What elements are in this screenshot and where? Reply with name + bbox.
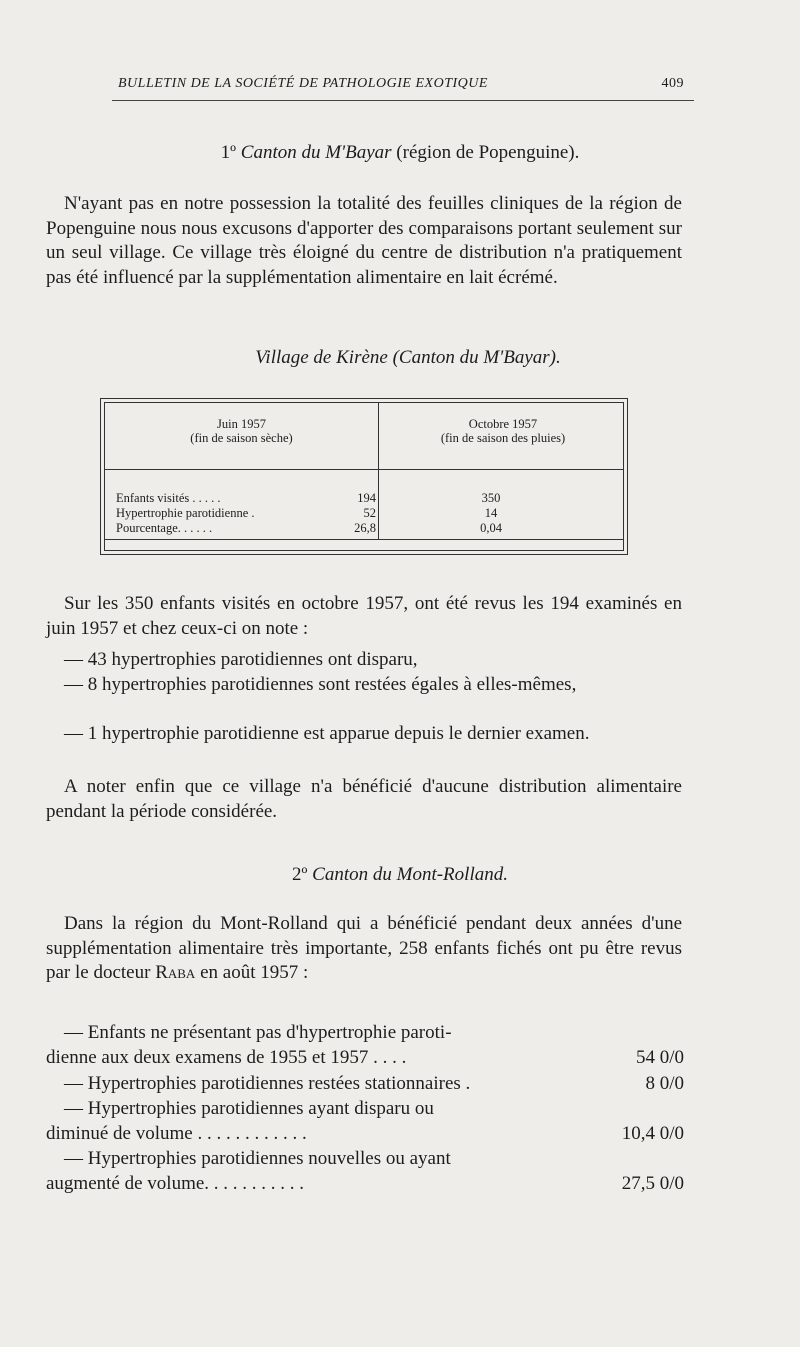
list-item [46,1071,684,1096]
paragraph-4-end: en août 1957 : [195,962,309,984]
table-header-october-line2: (fin de saison des pluies) [440,431,566,445]
section-1-suffix: (région de Popenguine). [391,142,580,163]
table-row-label: Hypertrophie parotidienne . [116,506,255,520]
list-item-line2: dienne aux deux examens de 1955 et 1957 . . . . [46,1047,407,1068]
list-item-line2: diminué de volume . . . . . . . . . . . . [46,1123,307,1144]
bullet-2: — 8 hypertrophies parotidiennes sont restées égales à elles-mêmes, [64,674,577,695]
table-cell-october: 0,04 [480,521,502,535]
journal-title: BULLETIN DE LA SOCIÉTÉ DE PATHOLOGIE EXOTIQUE [118,76,488,91]
section-2-title: Canton du Mont-Rolland. [312,864,508,885]
table-cell-june: 26,8 [354,521,376,535]
section-2-prefix: 2º [292,864,313,885]
table-row [116,506,626,520]
section-heading-1 [0,142,800,164]
paragraph-1: N'ayant pas en notre possession la totalité des feuilles cliniques de la région de Popenguine nous nous excusons d'apporter des comparaisons portant seulement sur un seul village. Ce village très éloigné du centre de distribution n'a pratiquement pas été influencé par la supplémentation alimentaire en lait écrémé. [46,193,682,288]
table-bottom-divider [105,539,623,540]
list-item-value: 10,4 0/0 [621,1123,684,1144]
list-item-text: — Hypertrophies parotidiennes restées stationnaires . [64,1073,471,1094]
paragraph-4-start: Dans la région du Mont-Rolland qui a bénéficié pendant deux années d'une supplémentation alimentaire très importante, 258 enfants fichés ont pu être revus par le docteur [46,913,682,984]
list-item-value: 27,5 0/0 [621,1173,684,1194]
list-item-line1: — Hypertrophies parotidiennes ayant disparu ou [64,1098,434,1119]
list-item-value: 8 0/0 [645,1073,684,1094]
table-row [116,491,626,505]
bullet-3: — 1 hypertrophie parotidienne est apparue depuis le dernier examen. [64,723,590,744]
table-header-june-line2: (fin de saison sèche) [190,431,293,445]
section-1-title: Canton du M'Bayar [240,142,392,163]
table-header-october-line1: Octobre 1957 [468,417,538,431]
list-item-text [46,1096,606,1146]
section-heading-2 [0,864,800,886]
table-title: Village de Kirène (Canton du M'Bayar). [255,347,561,368]
page-number: 409 [661,76,684,91]
list-item-text [46,1146,606,1196]
table-header-june [105,417,378,445]
doctor-name: Raba [155,962,196,984]
section-1-prefix: 1º [220,142,241,163]
paragraph-2: Sur les 350 enfants visités en octobre 1957, ont été revus les 194 examinés en juin 1957 et chez ceux-ci on note : [46,593,682,639]
list-item [46,1096,684,1146]
table-header-june-line1: Juin 1957 [217,417,266,431]
table-cell-october: 14 [484,506,498,520]
list-item-line1: — Hypertrophies parotidiennes nouvelles ou ayant [64,1148,451,1169]
table-row-label: Pourcentage. . . . . . [116,521,213,535]
list-item [46,1146,684,1196]
list-item [46,1020,684,1070]
list-item-line1: — Enfants ne présentant pas d'hypertrophie paroti- [64,1022,452,1043]
table-row-label: Enfants visités . . . . . [116,491,221,505]
table-header-october [379,417,627,445]
header-rule [112,100,694,101]
paragraph-4 [46,912,682,986]
bullet-1: — 43 hypertrophies parotidiennes ont disparu, [64,649,418,670]
list-item-line2: augmenté de volume. . . . . . . . . . . [46,1173,305,1194]
table-cell-october: 350 [481,491,501,505]
table-inner [104,402,624,551]
table-row [116,521,626,535]
table-header-divider [105,469,623,470]
table-cell-june: 194 [357,491,376,505]
table-cell-june: 52 [363,506,376,520]
list-item-value: 54 0/0 [635,1047,684,1068]
paragraph-3: A noter enfin que ce village n'a bénéficié d'aucune distribution alimentaire pendant la période considérée. [46,776,682,822]
list-item-text [46,1020,606,1070]
data-table [100,398,628,555]
